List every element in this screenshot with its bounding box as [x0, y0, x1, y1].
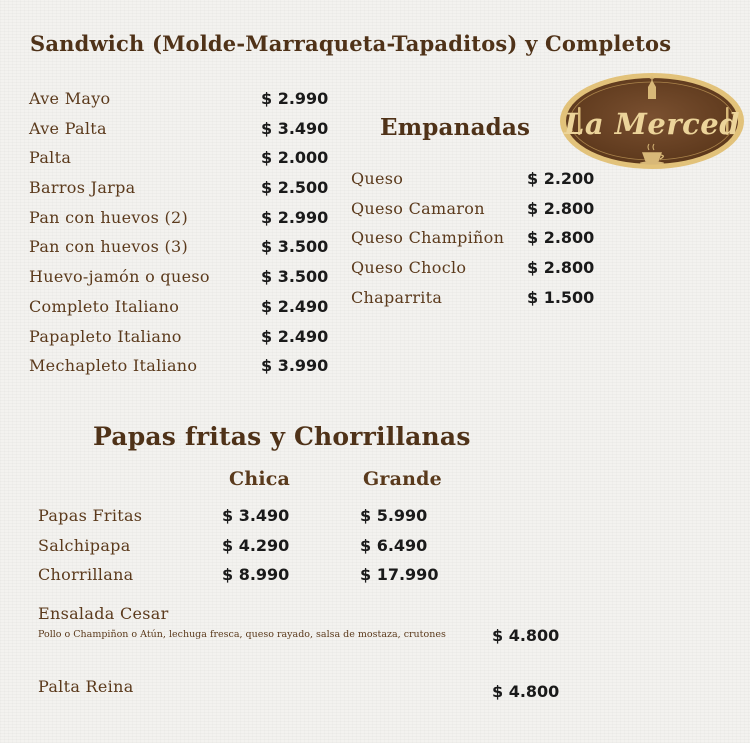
empanadas-list: [351, 169, 611, 317]
item-price: $ 3.500: [261, 237, 329, 257]
list-item: [29, 356, 349, 386]
item-name: Pan con huevos (3): [29, 237, 189, 257]
list-item: [29, 148, 349, 178]
price-grande: $ 17.990: [360, 565, 439, 585]
item-price: $ 2.990: [261, 207, 329, 227]
item-name: Ave Palta: [29, 118, 107, 138]
item-name: Palta: [29, 148, 72, 168]
la-merced-logo: [557, 71, 747, 171]
item-price: $ 2.200: [527, 169, 595, 188]
item-name: Pan con huevos (2): [29, 207, 189, 227]
list-item: [351, 199, 611, 229]
item-price: $ 1.500: [527, 287, 595, 307]
item-name: Ave Mayo: [29, 89, 111, 108]
palta-reina-name: Palta Reina: [38, 677, 134, 696]
empanadas-title: Empanadas: [380, 114, 531, 141]
price-chica: $ 4.290: [222, 535, 290, 555]
item-name: Papapleto Italiano: [29, 326, 182, 346]
item-price: $ 2.490: [261, 296, 329, 316]
list-item: [351, 169, 611, 199]
price-grande: $ 6.490: [360, 535, 428, 555]
item-price: $ 2.000: [261, 148, 329, 168]
item-price: $ 3.990: [261, 356, 329, 376]
list-item: [29, 89, 349, 119]
item-name: Mechapleto Italiano: [29, 356, 198, 376]
papas-title: Papas fritas y Chorrillanas: [93, 422, 471, 451]
item-name: Barros Jarpa: [29, 178, 136, 198]
item-name: Queso Camaron: [351, 198, 485, 218]
item-name: Queso Choclo: [351, 258, 467, 278]
logo-text: La Merced: [564, 107, 740, 141]
price-grande: $ 5.990: [360, 506, 428, 525]
item-name: Chorrillana: [38, 565, 134, 585]
list-item: [351, 228, 611, 258]
list-item: [29, 327, 349, 357]
list-item: [29, 237, 349, 267]
list-item: [29, 178, 349, 208]
price-chica: $ 3.490: [222, 506, 290, 525]
item-price: $ 2.990: [261, 89, 329, 108]
item-name: Papas Fritas: [38, 506, 143, 525]
item-price: $ 2.800: [527, 198, 595, 218]
list-item: [29, 267, 349, 297]
item-name: Chaparrita: [351, 287, 443, 307]
column-header-grande: Grande: [363, 468, 442, 490]
item-name: Queso Champiñon: [351, 228, 505, 248]
item-price: $ 2.490: [261, 326, 329, 346]
item-price: $ 3.490: [261, 118, 329, 138]
ensalada-name: Ensalada Cesar: [38, 604, 169, 623]
sandwich-list: [29, 89, 349, 386]
item-price: $ 2.500: [261, 178, 329, 198]
item-name: Salchipapa: [38, 535, 131, 555]
table-row: [38, 565, 458, 595]
item-price: $ 3.500: [261, 267, 329, 287]
table-row: [38, 536, 458, 566]
ensalada-description: Pollo o Champiñon o Atún, lechuga fresca, queso rayado, salsa de mostaza, crutones: [38, 629, 446, 640]
papas-list: [38, 506, 458, 595]
list-item: [351, 258, 611, 288]
list-item: [29, 119, 349, 149]
price-chica: $ 8.990: [222, 565, 290, 585]
table-row: [38, 506, 458, 536]
item-name: Queso: [351, 169, 404, 188]
palta-reina-price: $ 4.800: [492, 682, 560, 701]
item-price: $ 2.800: [527, 228, 595, 248]
item-price: $ 2.800: [527, 258, 595, 278]
list-item: [29, 297, 349, 327]
ensalada-price: $ 4.800: [492, 626, 560, 645]
column-header-chica: Chica: [229, 468, 291, 490]
sandwich-title: Sandwich (Molde-Marraqueta-Tapaditos) y Completos: [30, 31, 672, 56]
item-name: Completo Italiano: [29, 296, 180, 316]
list-item: [351, 288, 611, 318]
item-name: Huevo-jamón o queso: [29, 267, 210, 287]
list-item: [29, 208, 349, 238]
